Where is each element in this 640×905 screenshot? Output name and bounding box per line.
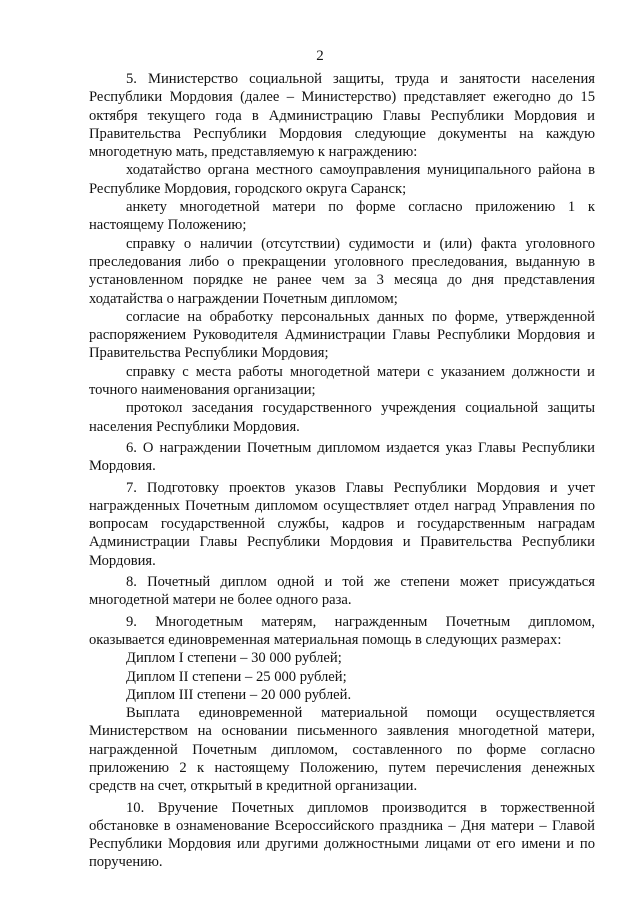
paragraph-personal-data-consent: согласие на обработку персональных данных по форме, утвержденной распоряжением Руководителя Администрации Главы Республики Мордовия и Правительства Республики Мордовия; (89, 308, 595, 362)
paragraph-petition: ходатайство органа местного самоуправления муниципального района в Республике Мордовия, городского округа Саранск; (89, 162, 595, 197)
document-body (89, 70, 595, 872)
paragraph-10: 10. Вручение Почетных дипломов производится в торжественной обстановке в ознаменование Всероссийского праздника – Дня матери – Главой Республики Мордовия или другими должностными лицами от его имени и по поручению. (89, 799, 595, 871)
amount-diploma-1: Диплом I степени – 30 000 рублей; (126, 650, 342, 667)
amount-diploma-2: Диплом II степени – 25 000 рублей; (126, 668, 347, 685)
paragraph-9: 9. Многодетным матерям, награжденным Почетным дипломом, оказывается единовременная материальная помощь в следующих размерах: (89, 613, 595, 648)
paragraph-8: 8. Почетный диплом одной и той же степени может присуждаться многодетной матери не более одного раза. (89, 574, 595, 609)
paragraph-7: 7. Подготовку проектов указов Главы Республики Мордовия и учет награжденных Почетным дипломом осуществляет отдел наград Управления по вопросам государственной службы, кадров и государственным наградам Администрации Главы Республики Мордовия и Правительства Республики Мордовия. (89, 479, 595, 569)
paragraph-questionnaire: анкету многодетной матери по форме согласно приложению 1 к настоящему Положению; (89, 199, 595, 234)
paragraph-5: 5. Министерство социальной защиты, труда и занятости населения Республики Мордовия (далее – Министерство) представляет ежегодно до 15 октября текущего года в Администрацию Главы Республики Мордовия и Правительства Республики Мордовия следующие документы на каждую многодетную мать, представляемую к награждению: (89, 71, 595, 161)
page-number: 2 (316, 48, 324, 64)
paragraph-criminal-record: справку о наличии (отсутствии) судимости и (или) факта уголовного преследования либо о прекращении уголовного преследования, выданную в установленном порядке не ранее чем за 3 месяца до дня представления ходатайства о награждении Почетным дипломом; (89, 235, 595, 307)
paragraph-6: 6. О награждении Почетным дипломом издается указ Главы Республики Мордовия. (89, 439, 595, 475)
paragraph-protocol: протокол заседания государственного учреждения социальной защиты населения Республики Мордовия. (89, 400, 595, 435)
amount-diploma-3: Диплом III степени – 20 000 рублей. (126, 686, 352, 703)
paragraph-payment: Выплата единовременной материальной помощи осуществляется Министерством на основании письменного заявления многодетной матери, награжденной Почетным дипломом, составленного по форме согласно приложению 2 к настоящему Положению, путем перечисления денежных средств на счет, открытый в кредитной организации. (89, 705, 595, 795)
paragraph-work-reference: справку с места работы многодетной матери с указанием должности и точного наименования организации; (89, 363, 595, 399)
